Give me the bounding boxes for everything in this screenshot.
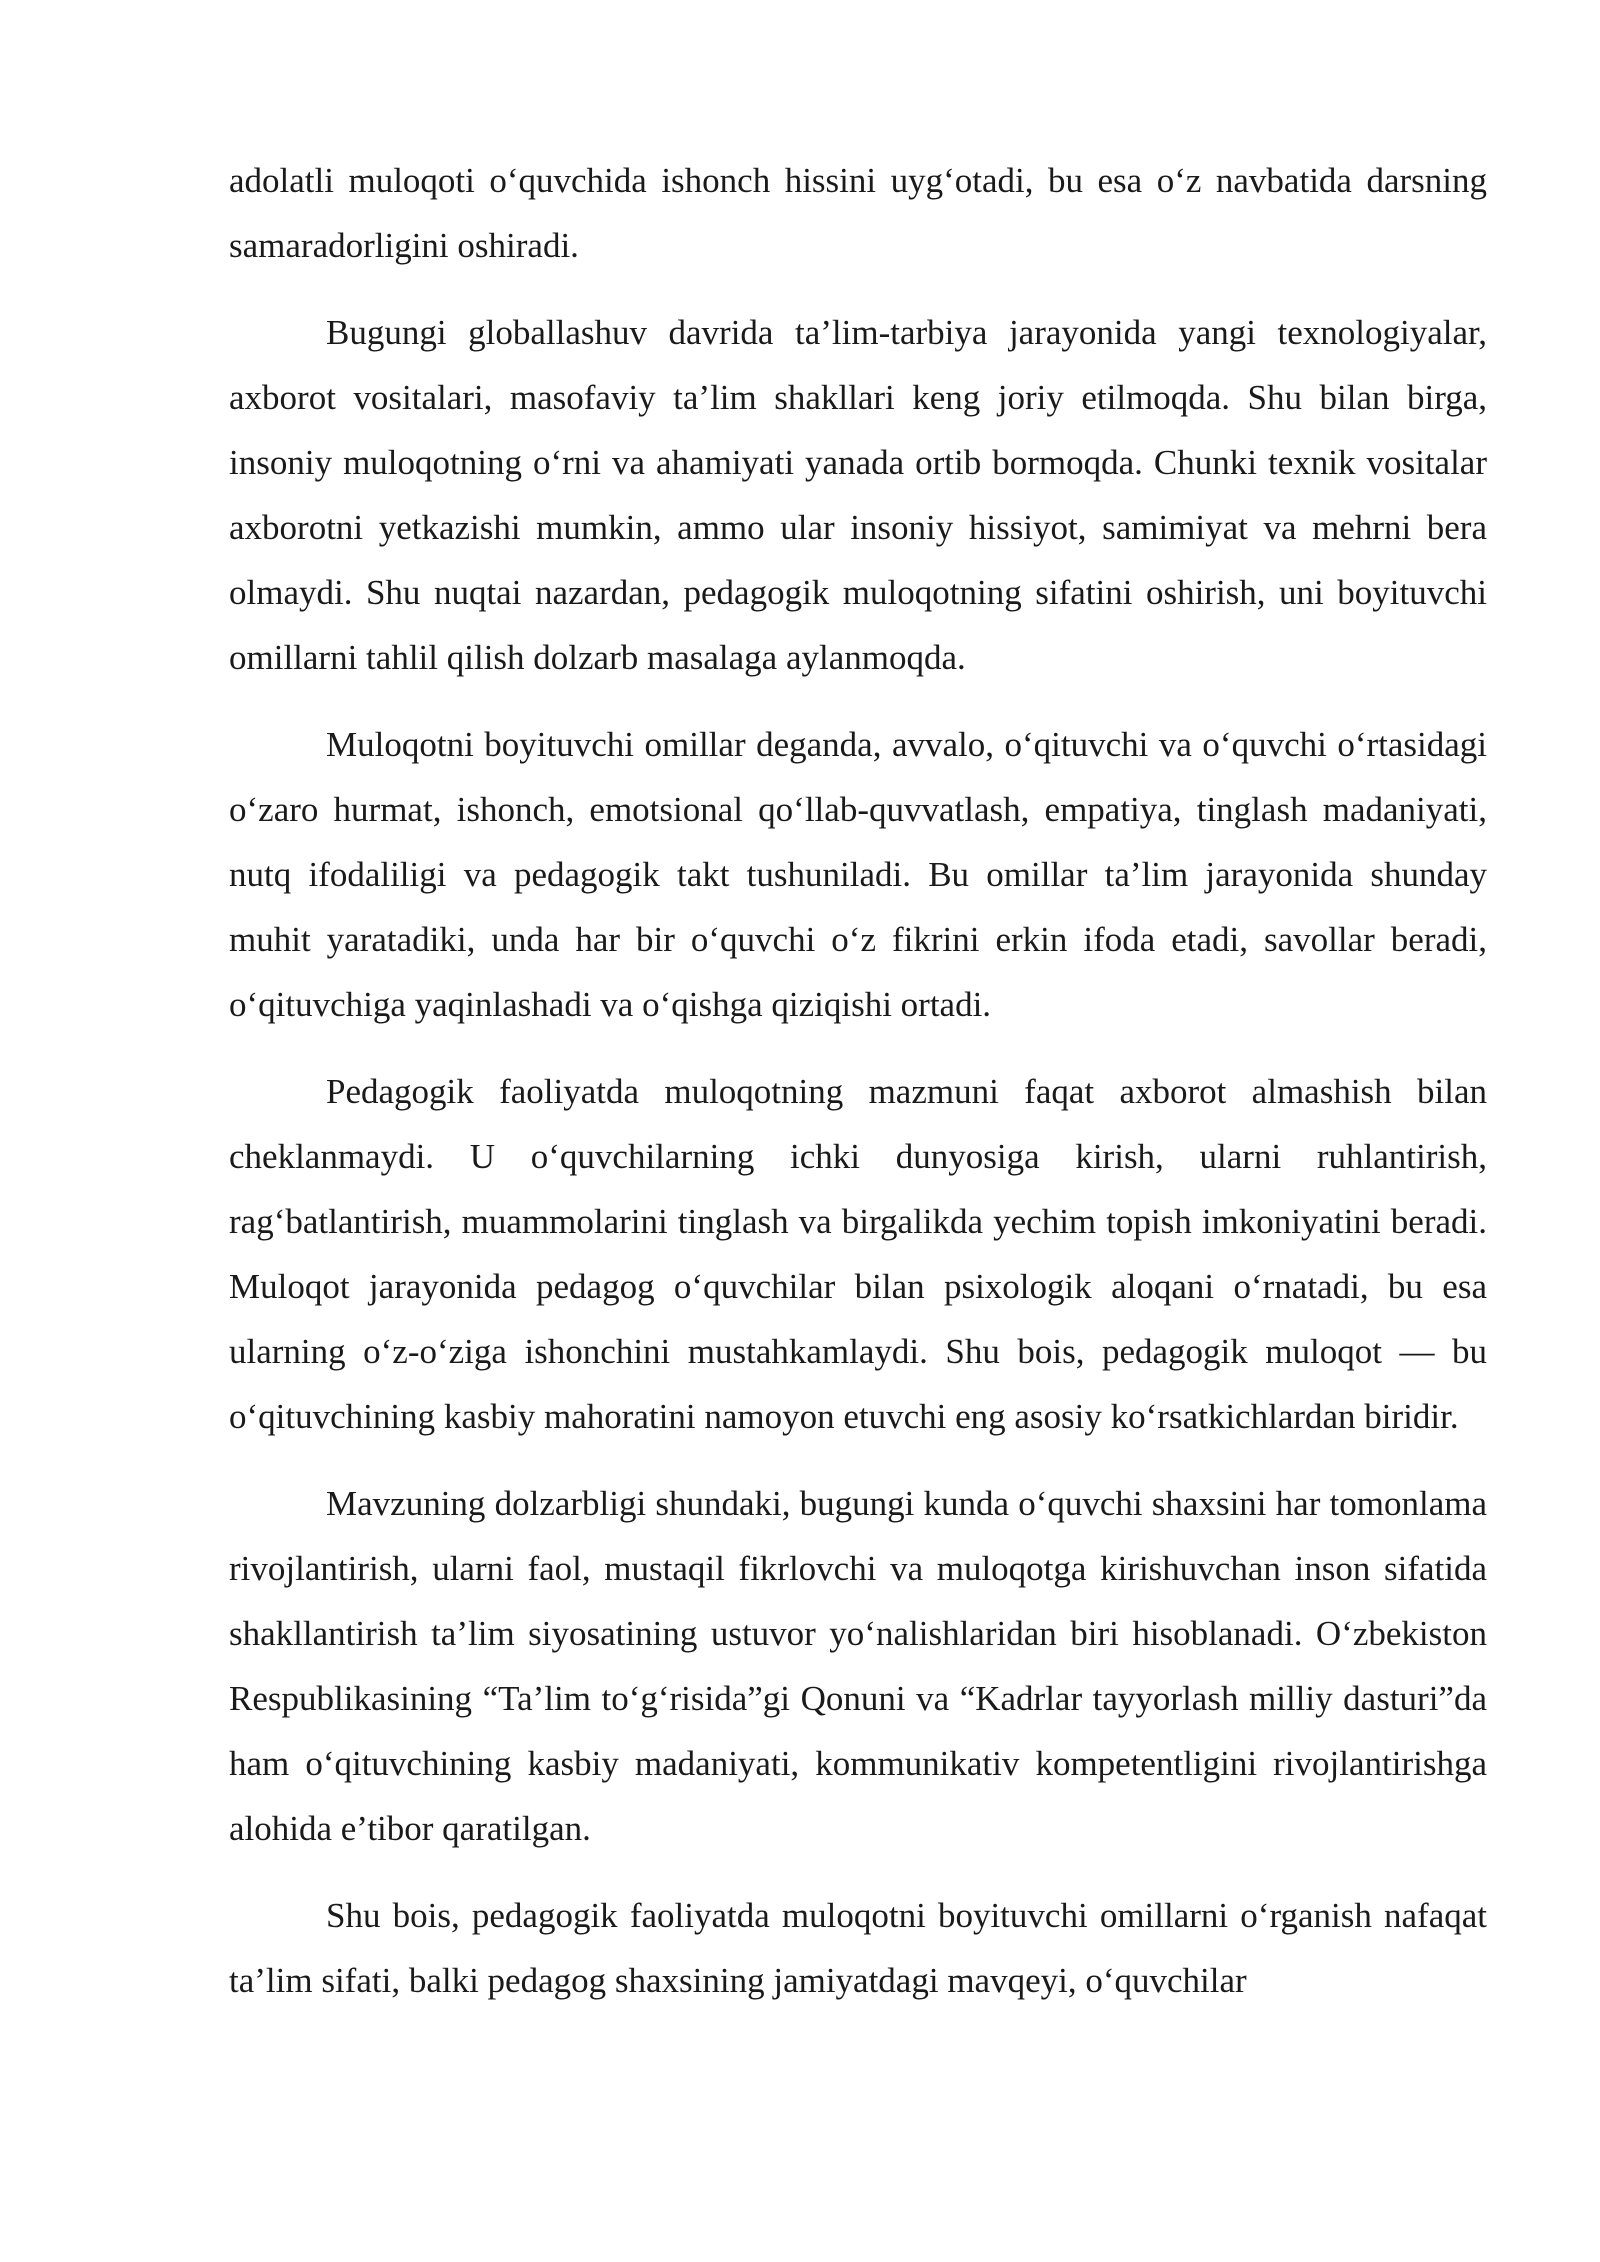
paragraph-5: Mavzuning dolzarbligi shundaki, bugungi kunda o‘quvchi shaxsini har tomonlama rivojlantirish, ularni faol, mustaqil fikrlovchi va muloqotga kirishuvchan inson sifatida shakllantirish ta’lim siyosatining ustuvor yo‘nalishlaridan biri hisoblanadi. O‘zbekiston Respublikasining “Ta’lim to‘g‘risida”gi Qonuni va “Kadrlar tayyorlash milliy dasturi”da ham o‘qituvchining kasbiy madaniyati, kommunikativ kompetentligini rivojlantirishga alohida e’tibor qaratilgan. [229,1484,1487,1848]
paragraph-3: Muloqotni boyituvchi omillar deganda, avvalo, o‘qituvchi va o‘quvchi o‘rtasidagi o‘zaro hurmat, ishonch, emotsional qo‘llab-quvvatlash, empatiya, tinglash madaniyati, nutq ifodaliligi va pedagogik takt tushuniladi. Bu omillar ta’lim jarayonida shunday muhit yaratadiki, unda har bir o‘quvchi o‘z fikrini erkin ifoda etadi, savollar beradi, o‘qituvchiga yaqinlashadi va o‘qishga qiziqishi ortadi. [229,725,1487,1024]
paragraph-2: Bugungi globallashuv davrida ta’lim-tarbiya jarayonida yangi texnologiyalar, axborot vositalari, masofaviy ta’lim shakllari keng joriy etilmoqda. Shu bilan birga, insoniy muloqotning o‘rni va ahamiyati yanada ortib bormoqda. Chunki texnik vositalar axborotni yetkazishi mumkin, ammo ular insoniy hissiyot, samimiyat va mehrni bera olmaydi. Shu nuqtai nazardan, pedagogik muloqotning sifatini oshirish, uni boyituvchi omillarni tahlil qilish dolzarb masalaga aylanmoqda. [229,313,1487,677]
document-body [229,148,1487,2013]
paragraph-1: adolatli muloqoti o‘quvchida ishonch hissini uyg‘otadi, bu esa o‘z navbatida darsning samaradorligini oshiradi. [229,161,1487,265]
paragraph-4: Pedagogik faoliyatda muloqotning mazmuni faqat axborot almashish bilan cheklanmaydi. U o‘quvchilarning ichki dunyosiga kirish, ularni ruhlantirish, rag‘batlantirish, muammolarini tinglash va birgalikda yechim topish imkoniyatini beradi. Muloqot jarayonida pedagog o‘quvchilar bilan psixologik aloqani o‘rnatadi, bu esa ularning o‘z-o‘ziga ishonchini mustahkamlaydi. Shu bois, pedagogik muloqot — bu o‘qituvchining kasbiy mahoratini namoyon etuvchi eng asosiy ko‘rsatkichlardan biridir. [229,1072,1487,1436]
paragraph-6: Shu bois, pedagogik faoliyatda muloqotni boyituvchi omillarni o‘rganish nafaqat ta’lim sifati, balki pedagog shaxsining jamiyatdagi mavqeyi, o‘quvchilar [229,1896,1487,2000]
